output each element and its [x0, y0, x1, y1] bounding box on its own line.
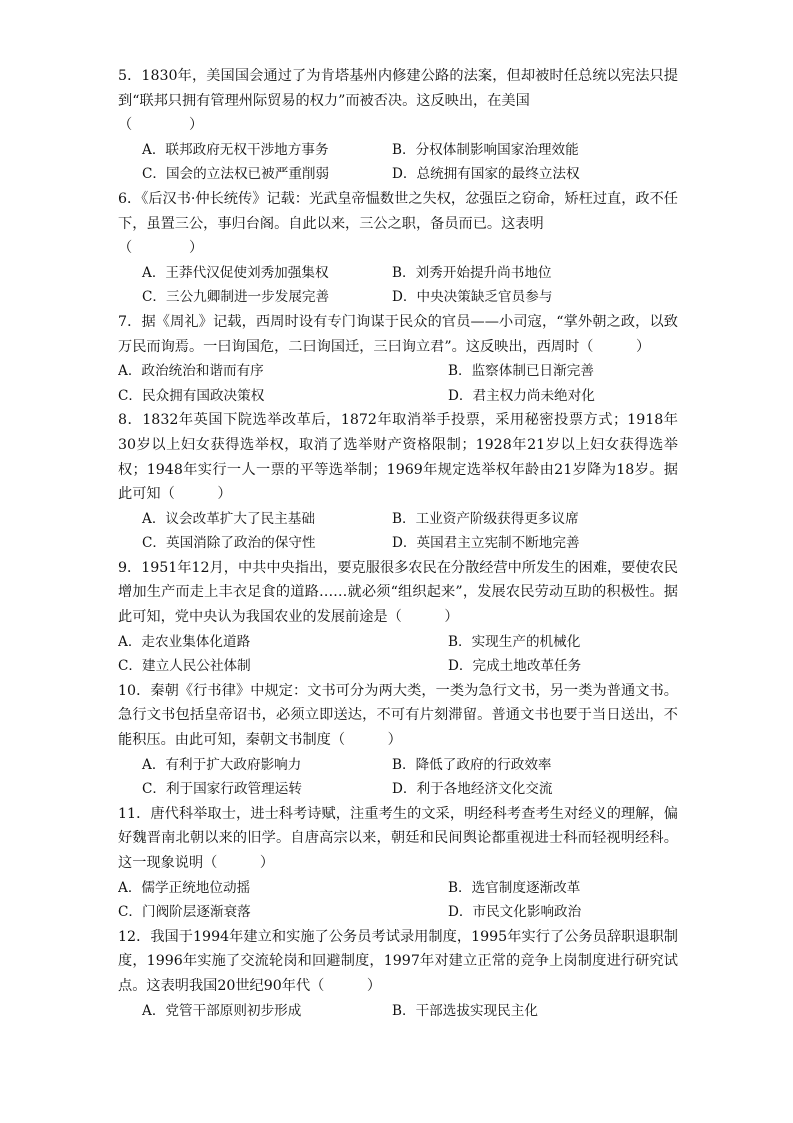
question-text: 12．我国于1994年建立和实施了公务员考试录用制度，1995年实行了公务员辞职退职制度，1996年实施了交流轮岗和回避制度，1997年对建立正常的竞争上岗制度进行研究试点。这表明我国20世纪90年代（ ） — [118, 928, 678, 994]
options-grid — [118, 753, 678, 802]
question-9 — [118, 556, 678, 679]
question-text: 9．1951年12月，中共中央指出，要克服很多农民在分散经营中所发生的困难，要使农民增加生产而走上丰衣足食的道路……就必须“组织起来”，发展农民劳动互助的积极性。据此可知，党中央认为我国农业的发展前途是（ ） — [118, 559, 678, 626]
option-a: A．政治统治和谐而有序 — [118, 363, 264, 380]
question-12 — [118, 925, 678, 1023]
option-a: A．有利于扩大政府影响力 — [142, 756, 302, 773]
question-text: 6．《后汉书·仲长统传》记载：光武皇帝愠数世之失权，忿强臣之窃命，矫枉过直，政不任下，虽置三公，事归台阁。自此以来，三公之职，备员而已。这表明 — [118, 190, 678, 232]
question-stem — [118, 802, 678, 876]
question-5 — [118, 64, 678, 187]
question-stem — [118, 556, 678, 630]
options-grid — [118, 507, 678, 556]
question-stem — [118, 187, 678, 261]
answer-bracket: （ ） — [118, 240, 204, 257]
options-grid — [118, 999, 678, 1024]
option-a: A．联邦政府无权干涉地方事务 — [142, 141, 329, 158]
option-c: C．民众拥有国政决策权 — [118, 387, 265, 404]
question-text: 11．唐代科举取士，进士科考诗赋，注重考生的文采，明经科考查考生对经义的理解，偏好魏晋南北朝以来的旧学。自唐高宗以来，朝廷和民间舆论都重视进士科而轻视明经科。这一现象说明（ ） — [118, 805, 678, 871]
question-text: 8．1832年英国下院选举改革后，1872年取消举手投票，采用秘密投票方式；1918年30岁以上妇女获得选举权，取消了选举财产资格限制；1928年21岁以上妇女获得选举权；1948年实行一人一票的平等选举制；1969年规定选举权年龄由21岁降为18岁。据此可知（ ） — [118, 412, 678, 503]
question-text: 5．1830年，美国国会通过了为肯塔基州内修建公路的法案，但却被时任总统以宪法只提到“联邦只拥有管理州际贸易的权力”而被否决。这反映出，在美国 — [118, 68, 678, 109]
option-b: B．干部选拔实现民主化 — [392, 1002, 538, 1019]
question-6 — [118, 187, 678, 310]
options-grid — [118, 359, 678, 408]
option-d: D．利于各地经济文化交流 — [392, 781, 553, 798]
option-c: C．门阀阶层逐渐衰落 — [118, 904, 251, 921]
option-b: B．刘秀开始提升尚书地位 — [392, 264, 552, 281]
question-8 — [118, 408, 678, 556]
option-b: B．选官制度逐渐改革 — [448, 879, 581, 896]
answer-bracket: （ ） — [118, 117, 204, 134]
option-b: B．监察体制已日渐完善 — [448, 363, 594, 380]
question-stem — [118, 679, 678, 753]
question-7 — [118, 310, 678, 408]
option-c: C．建立人民公社体制 — [118, 658, 251, 675]
option-a: A．走农业集体化道路 — [118, 633, 251, 650]
option-d: D．君主权力尚未绝对化 — [448, 387, 595, 404]
option-a: A．党管干部原则初步形成 — [142, 1002, 302, 1019]
option-a: A．王莽代汉促使刘秀加强集权 — [142, 264, 329, 281]
option-d: D．完成土地改革任务 — [448, 658, 582, 675]
option-c: C．国会的立法权已被严重削弱 — [142, 166, 330, 183]
options-grid — [118, 630, 678, 679]
option-a: A．儒学正统地位动摇 — [118, 879, 251, 896]
question-stem — [118, 64, 678, 138]
question-stem — [118, 925, 678, 999]
option-b: B．分权体制影响国家治理效能 — [392, 141, 579, 158]
option-a: A．议会改革扩大了民主基础 — [142, 510, 315, 527]
option-b: B．工业资产阶级获得更多议席 — [392, 510, 579, 527]
option-c: C．利于国家行政管理运转 — [142, 781, 302, 798]
question-stem — [118, 408, 678, 506]
question-text: 10．秦朝《行书律》中规定：文书可分为两大类，一类为急行文书，另一类为普通文书。急行文书包括皇帝诏书，必须立即送达，不可有片刻滞留。普通文书也要于当日送出，不能积压。由此可知，秦朝文书制度（ ） — [118, 682, 678, 749]
options-grid — [118, 876, 678, 925]
question-11 — [118, 802, 678, 925]
option-d: D．市民文化影响政治 — [448, 904, 582, 921]
option-b: B．实现生产的机械化 — [448, 633, 581, 650]
option-d: D．总统拥有国家的最终立法权 — [392, 166, 580, 183]
options-grid — [118, 261, 678, 310]
option-d: D．中央决策缺乏官员参与 — [392, 289, 553, 306]
option-d: D．英国君主立宪制不断地完善 — [392, 535, 580, 552]
question-stem — [118, 310, 678, 359]
options-grid — [118, 138, 678, 187]
question-text: 7．据《周礼》记载，西周时设有专门询谋于民众的官员——小司寇，“掌外朝之政，以致万民而询焉。一曰询国危，二曰询国迁，三曰询立君”。这反映出，西周时（ ） — [118, 313, 678, 355]
question-10 — [118, 679, 678, 802]
option-c: C．英国消除了政治的保守性 — [142, 535, 316, 552]
option-c: C．三公九卿制进一步发展完善 — [142, 289, 330, 306]
option-b: B．降低了政府的行政效率 — [392, 756, 552, 773]
exam-page — [118, 64, 678, 1023]
